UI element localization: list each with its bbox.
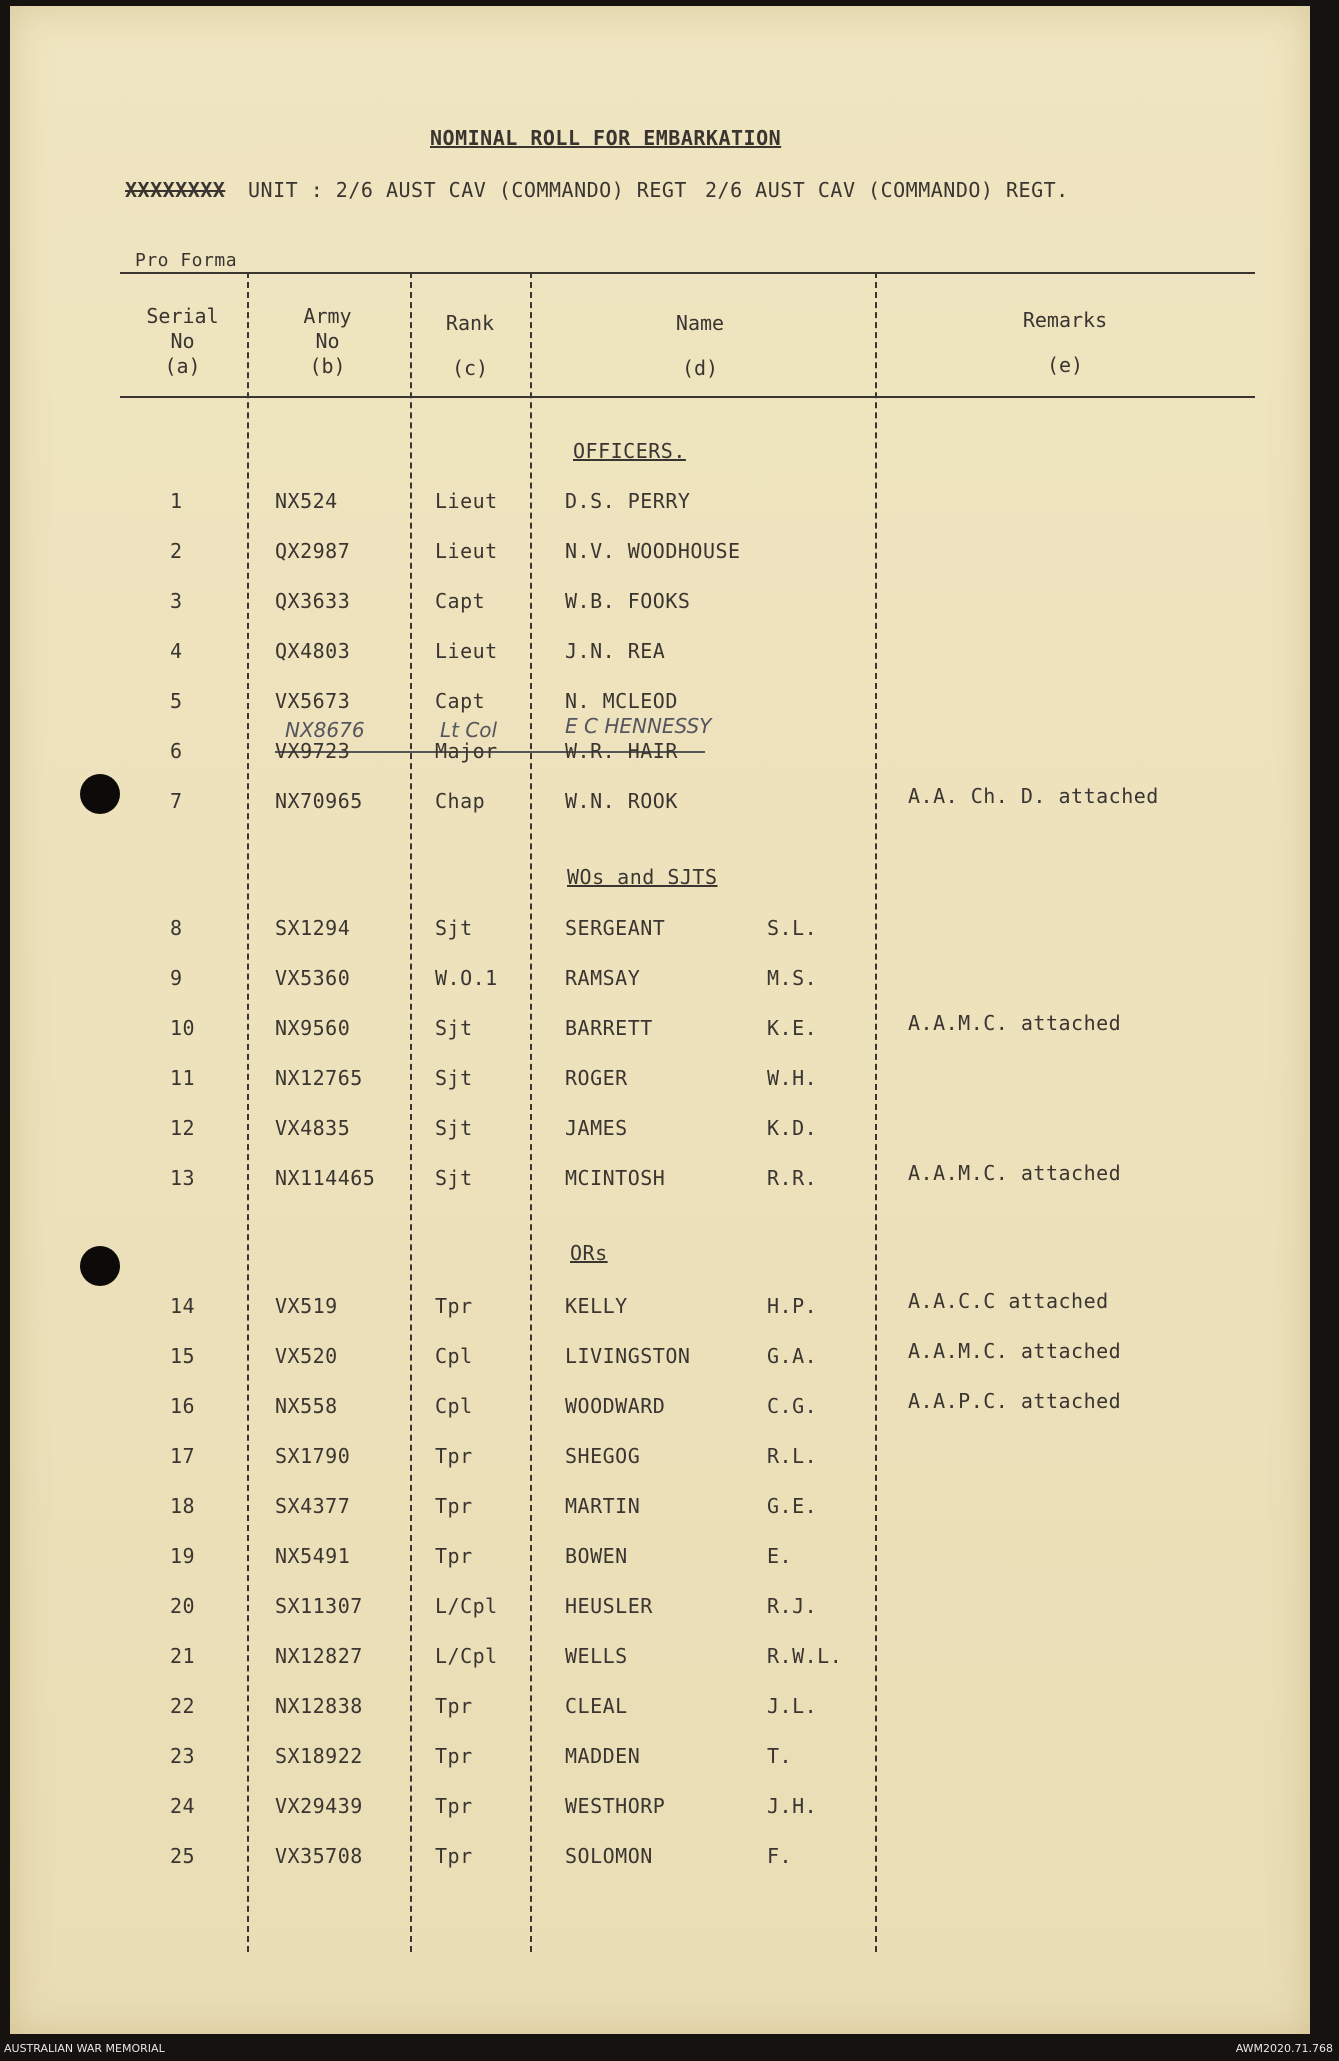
army-no: QX3633 [275, 589, 351, 613]
section-wos-sjts: WOs and SJTS [567, 865, 718, 889]
serial-no: 5 [170, 689, 183, 713]
surname: CLEAL [565, 1694, 628, 1718]
header-rank: Rank (c) [445, 311, 495, 380]
initials: R.W.L. [767, 1644, 843, 1668]
serial-no: 22 [170, 1694, 196, 1718]
rank: Major [435, 739, 498, 763]
rank: Lieut [435, 489, 498, 513]
name: W.N. ROOK [565, 789, 678, 813]
amendment-name: E C HENNESSY [565, 714, 712, 738]
initials: G.E. [767, 1494, 818, 1518]
initials: R.L. [767, 1444, 818, 1468]
rank: Sjt [435, 1016, 473, 1040]
rank: Sjt [435, 1166, 473, 1190]
surname: SOLOMON [565, 1844, 653, 1868]
rank: Cpl [435, 1394, 473, 1418]
rank: L/Cpl [435, 1594, 498, 1618]
surname: MCINTOSH [565, 1166, 666, 1190]
rank: Chap [435, 789, 486, 813]
surname: BARRETT [565, 1016, 653, 1040]
serial-no: 18 [170, 1494, 196, 1518]
document-title: NOMINAL ROLL FOR EMBARKATION [430, 126, 782, 150]
army-no: VX520 [275, 1344, 338, 1368]
surname: SHEGOG [565, 1444, 641, 1468]
army-no: VX35708 [275, 1844, 363, 1868]
name: J.N. REA [565, 639, 666, 663]
initials: J.L. [767, 1694, 818, 1718]
serial-no: 10 [170, 1016, 196, 1040]
rank: Sjt [435, 916, 473, 940]
rank: Tpr [435, 1844, 473, 1868]
army-no: VX5673 [275, 689, 351, 713]
serial-no: 13 [170, 1166, 196, 1190]
serial-no: 1 [170, 489, 183, 513]
serial-no: 16 [170, 1394, 196, 1418]
army-no: VX9723 [275, 739, 351, 763]
serial-no: 14 [170, 1294, 196, 1318]
column-divider-d [875, 272, 877, 1952]
initials: H.P. [767, 1294, 818, 1318]
initials: W.H. [767, 1066, 818, 1090]
initials: R.R. [767, 1166, 818, 1190]
surname: SERGEANT [565, 916, 666, 940]
rank: Tpr [435, 1794, 473, 1818]
footer-left: AUSTRALIAN WAR MEMORIAL [4, 2042, 165, 2055]
serial-no: 21 [170, 1644, 196, 1668]
army-no: VX519 [275, 1294, 338, 1318]
rank: Tpr [435, 1294, 473, 1318]
army-no: VX29439 [275, 1794, 363, 1818]
serial-no: 23 [170, 1744, 196, 1768]
surname: LIVINGSTON [565, 1344, 691, 1368]
initials: T. [767, 1744, 793, 1768]
serial-no: 3 [170, 589, 183, 613]
army-no: NX70965 [275, 789, 363, 813]
rank: Tpr [435, 1694, 473, 1718]
army-no: SX18922 [275, 1744, 363, 1768]
initials: K.D. [767, 1116, 818, 1140]
section-officers: OFFICERS. [573, 439, 686, 463]
header-name: Name (d) [675, 311, 725, 380]
name: N. MCLEOD [565, 689, 678, 713]
army-no: SX11307 [275, 1594, 363, 1618]
rank: L/Cpl [435, 1644, 498, 1668]
header-serial: Serial No (a) [146, 304, 219, 378]
initials: K.E. [767, 1016, 818, 1040]
name: N.V. WOODHOUSE [565, 539, 741, 563]
remarks: A.A.P.C. attached [908, 1389, 1122, 1413]
army-no: NX558 [275, 1394, 338, 1418]
serial-no: 20 [170, 1594, 196, 1618]
serial-no: 2 [170, 539, 183, 563]
punch-hole-top [80, 774, 120, 814]
army-no: NX114465 [275, 1166, 376, 1190]
rank: Capt [435, 589, 486, 613]
pro-forma-label: Pro Forma [135, 250, 238, 271]
footer-right: AWM2020.71.768 [1235, 2042, 1333, 2055]
unit-line-retyped: 2/6 AUST CAV (COMMANDO) REGT. [705, 178, 1069, 202]
rank: Tpr [435, 1544, 473, 1568]
initials: S.L. [767, 916, 818, 940]
table-header-rule [120, 396, 1255, 398]
rank: Tpr [435, 1744, 473, 1768]
army-no: NX12838 [275, 1694, 363, 1718]
initials: F. [767, 1844, 793, 1868]
initials: R.J. [767, 1594, 818, 1618]
unit-line: UNIT : 2/6 AUST CAV (COMMANDO) REGT [248, 178, 687, 202]
rank: Lieut [435, 539, 498, 563]
rank: Capt [435, 689, 486, 713]
initials: J.H. [767, 1794, 818, 1818]
remarks: A.A. Ch. D. attached [908, 784, 1159, 808]
army-no: SX4377 [275, 1494, 351, 1518]
initials: C.G. [767, 1394, 818, 1418]
header-army-no: Army No (b) [303, 304, 352, 378]
surname: HEUSLER [565, 1594, 653, 1618]
initials: M.S. [767, 966, 818, 990]
surname: RAMSAY [565, 966, 641, 990]
surname: JAMES [565, 1116, 628, 1140]
unit-struck-text: XXXXXXXX [125, 178, 226, 202]
document-page [10, 6, 1310, 2034]
army-no: VX5360 [275, 966, 351, 990]
army-no: NX12765 [275, 1066, 363, 1090]
column-divider-b [410, 272, 412, 1952]
surname: MADDEN [565, 1744, 641, 1768]
name: W.R. HAIR [565, 739, 678, 763]
amendment-rank: Lt Col [440, 718, 498, 742]
army-no: QX2987 [275, 539, 351, 563]
army-no: NX12827 [275, 1644, 363, 1668]
amendment-army-no: NX8676 [285, 718, 365, 742]
surname: KELLY [565, 1294, 628, 1318]
serial-no: 24 [170, 1794, 196, 1818]
rank: Sjt [435, 1116, 473, 1140]
remarks: A.A.M.C. attached [908, 1011, 1122, 1035]
army-no: SX1294 [275, 916, 351, 940]
serial-no: 6 [170, 739, 183, 763]
initials: G.A. [767, 1344, 818, 1368]
rank: Lieut [435, 639, 498, 663]
rank: W.O.1 [435, 966, 498, 990]
army-no: NX524 [275, 489, 338, 513]
surname: ROGER [565, 1066, 628, 1090]
serial-no: 9 [170, 966, 183, 990]
punch-hole-bottom [80, 1246, 120, 1286]
serial-no: 12 [170, 1116, 196, 1140]
surname: BOWEN [565, 1544, 628, 1568]
serial-no: 19 [170, 1544, 196, 1568]
surname: MARTIN [565, 1494, 641, 1518]
initials: E. [767, 1544, 793, 1568]
column-divider-c [530, 272, 532, 1952]
serial-no: 4 [170, 639, 183, 663]
surname: WOODWARD [565, 1394, 666, 1418]
surname: WELLS [565, 1644, 628, 1668]
serial-no: 7 [170, 789, 183, 813]
rank: Sjt [435, 1066, 473, 1090]
surname: WESTHORP [565, 1794, 666, 1818]
header-remarks: Remarks (e) [1022, 308, 1108, 377]
column-divider-a [247, 272, 249, 1952]
army-no: NX5491 [275, 1544, 351, 1568]
serial-no: 25 [170, 1844, 196, 1868]
army-no: NX9560 [275, 1016, 351, 1040]
name: D.S. PERRY [565, 489, 691, 513]
army-no: QX4803 [275, 639, 351, 663]
rank: Tpr [435, 1444, 473, 1468]
army-no: VX4835 [275, 1116, 351, 1140]
serial-no: 11 [170, 1066, 196, 1090]
rank: Cpl [435, 1344, 473, 1368]
remarks: A.A.C.C attached [908, 1289, 1109, 1313]
remarks: A.A.M.C. attached [908, 1161, 1122, 1185]
section-ors: ORs [570, 1241, 608, 1265]
serial-no: 15 [170, 1344, 196, 1368]
serial-no: 8 [170, 916, 183, 940]
army-no: SX1790 [275, 1444, 351, 1468]
remarks: A.A.M.C. attached [908, 1339, 1122, 1363]
name: W.B. FOOKS [565, 589, 691, 613]
serial-no: 17 [170, 1444, 196, 1468]
rank: Tpr [435, 1494, 473, 1518]
table-top-rule [120, 272, 1255, 274]
